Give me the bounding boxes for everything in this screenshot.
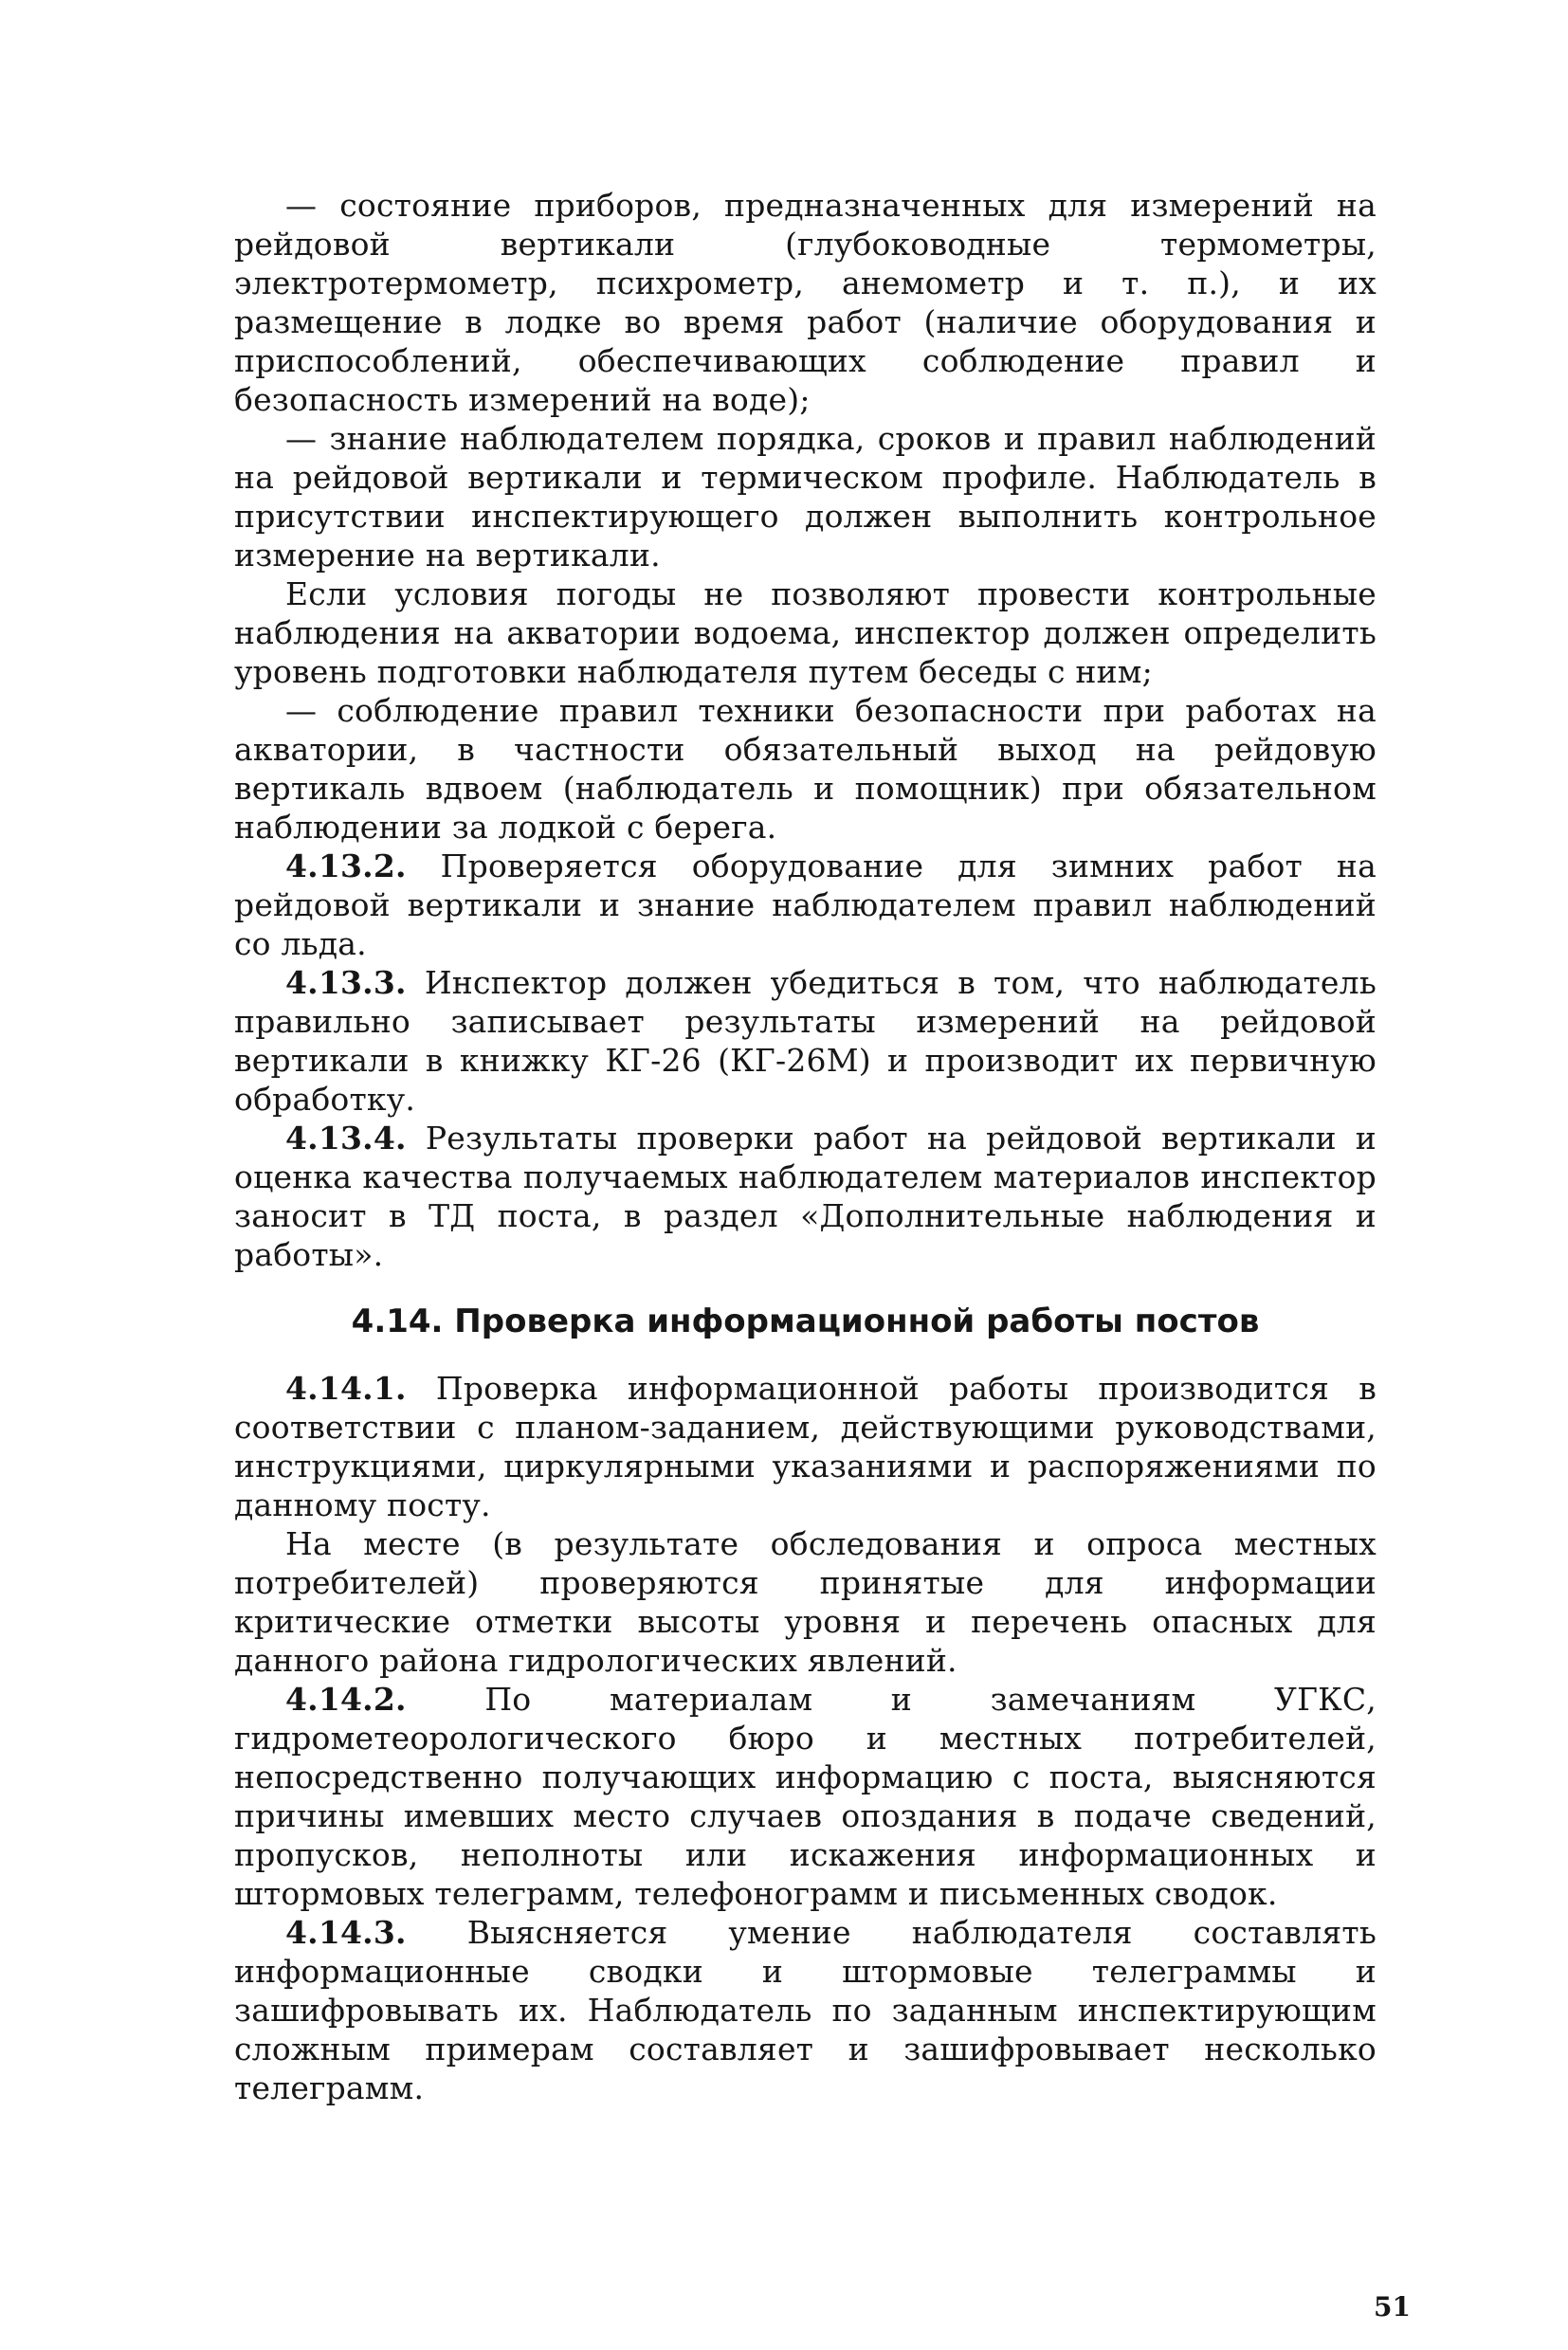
clause-4-14-1 <box>234 1369 1377 1524</box>
clause-number: 4.13.4. <box>285 1120 407 1157</box>
paragraph-text: Если условия погоды не позволяют провести контрольные наблюдения на акватории водоема, инспектор должен определить уровень подготовки наблюдателя путем беседы с ним; <box>234 575 1377 690</box>
clause-number: 4.14.2. <box>285 1681 407 1718</box>
clause-text: Результаты проверки работ на рейдовой вертикали и оценка качества получаемых наблюдателем материалов инспектор заносит в ТД поста, в раздел «Дополнительные наблюдения и работы». <box>234 1120 1377 1273</box>
page-body <box>234 186 1377 2107</box>
clause-number: 4.13.3. <box>285 964 407 1001</box>
clause-4-13-2 <box>234 847 1377 963</box>
clause-text: Инспектор должен убедиться в том, что наблюдатель правильно записывает результаты измерений на рейдовой вертикали в книжку КГ-26 (КГ-26М) и производит их первичную обработку. <box>234 964 1377 1118</box>
clause-4-14-2 <box>234 1680 1377 1913</box>
paragraph-on-site-check <box>234 1524 1377 1680</box>
clause-text: Выясняется умение наблюдателя составлять информационные сводки и штормовые телеграммы и зашифровывать их. Наблюдатель по заданным инспектирующим сложным примерам составляет и зашифровывает несколько телеграмм. <box>234 1914 1377 2106</box>
paragraph-observer-knowledge <box>234 419 1377 574</box>
paragraph-text: На месте (в результате обследования и опроса местных потребителей) проверяются принятые для информации критические отметки высоты уровня и перечень опасных для данного района гидрологических явлений. <box>234 1525 1377 1679</box>
clause-text: По материалам и замечаниям УГКС, гидрометеорологического бюро и местных потребителей, непосредственно получающих информацию с поста, выясняются причины имевших место случаев опоздания в подаче сведений, пропусков, неполноты или искажения информационных и штормовых телеграмм, телефонограмм и письменных сводок. <box>234 1681 1377 1912</box>
paragraph-text: — соблюдение правил техники безопасности при работах на акватории, в частности обязательный выход на рейдовую вертикаль вдвоем (наблюдатель и помощник) при обязательном наблюдении за лодкой с берега. <box>234 692 1377 846</box>
clause-text: Проверяется оборудование для зимних работ на рейдовой вертикали и знание наблюдателем правил наблюдений со льда. <box>234 847 1377 962</box>
clause-text: Проверка информационной работы производится в соответствии с планом-заданием, действующими руководствами, инструкциями, циркулярными указаниями и распоряжениями по данному посту. <box>234 1370 1377 1523</box>
clause-4-13-4 <box>234 1119 1377 1274</box>
paragraph-text: — состояние приборов, предназначенных для измерений на рейдовой вертикали (глубоководные термометры, электротермометр, психрометр, анемометр и т. п.), и их размещение в лодке во время работ (наличие оборудования и приспособлений, обеспечивающих соблюдение правил и безопасность измерений на воде); <box>234 187 1377 418</box>
clause-number: 4.14.1. <box>285 1370 407 1407</box>
paragraph-safety-rules <box>234 691 1377 847</box>
clause-4-13-3 <box>234 963 1377 1119</box>
section-heading: 4.14. Проверка информационной работы постов <box>351 1303 1260 1340</box>
clause-number: 4.13.2. <box>285 847 407 884</box>
paragraph-text: — знание наблюдателем порядка, сроков и правил наблюдений на рейдовой вертикали и термическом профиле. Наблюдатель в присутствии инспектирующего должен выполнить контрольное измерение на вертикали. <box>234 420 1377 574</box>
page-number: 51 <box>1374 2291 1411 2323</box>
paragraph-instruments <box>234 186 1377 419</box>
clause-number: 4.14.3. <box>285 1914 407 1951</box>
paragraph-weather-conditions <box>234 574 1377 691</box>
clause-4-14-3 <box>234 1913 1377 2107</box>
